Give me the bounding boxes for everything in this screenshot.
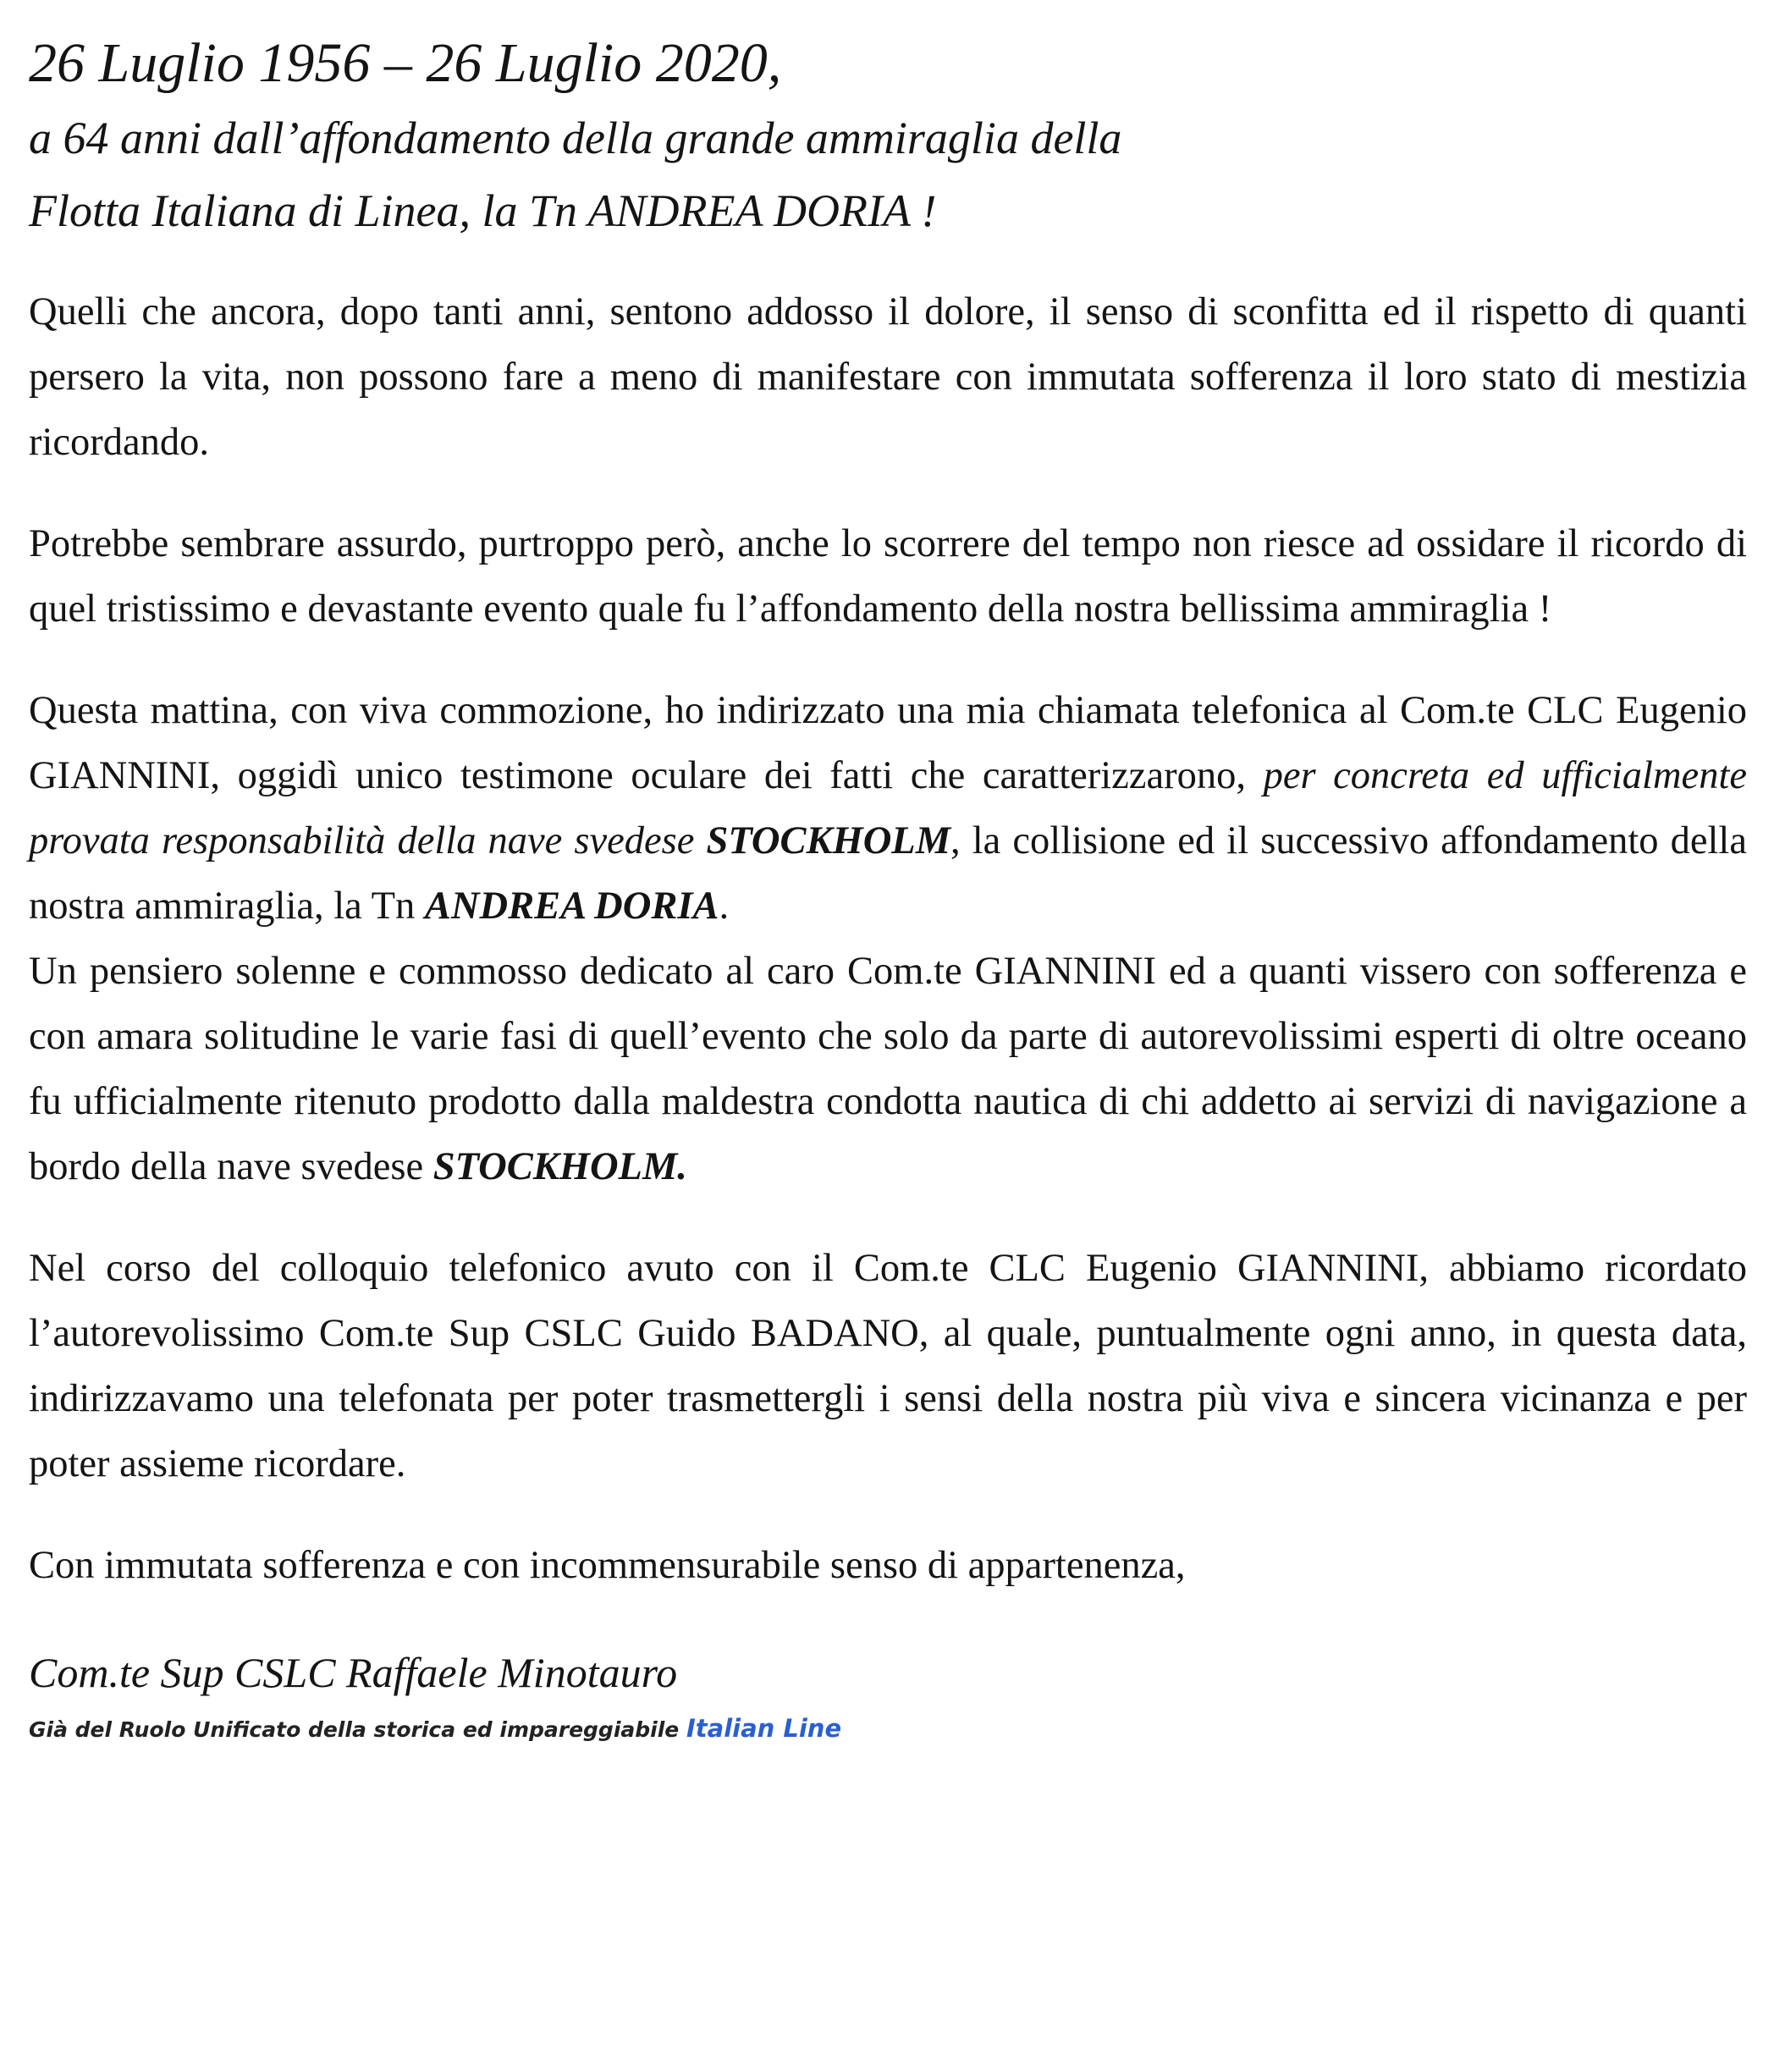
letter-page bbox=[29, 25, 1747, 1750]
paragraph-1: Quelli che ancora, dopo tanti anni, sentono addosso il dolore, il senso di sconfitta ed il rispetto di quanti persero la vita, non possono fare a meno di manifestare con immutata sofferenza il loro stato di mestizia ricordando. bbox=[29, 290, 1747, 464]
paragraph-3 bbox=[29, 678, 1747, 939]
ship-name-stockholm: STOCKHOLM bbox=[706, 819, 951, 862]
letter-title bbox=[29, 25, 1747, 247]
paragraph-4-text: Un pensiero solenne e commosso dedicato al caro Com.te GIANNINI ed a quanti vissero con sofferenza e con amara solitudine le varie fasi di quell’evento che solo da parte di autorevolissimi esperti di oltre oceano fu ufficialmente ritenuto prodotto dalla maldestra condotta nautica di chi addetto ai servizi di navigazione a bordo della nave svedese bbox=[29, 950, 1747, 1188]
ship-name-stockholm-2: STOCKHOLM. bbox=[432, 1145, 687, 1188]
signature-footnote bbox=[29, 1708, 1747, 1750]
paragraph-5: Nel corso del colloquio telefonico avuto con il Com.te CLC Eugenio GIANNINI, abbiamo ricordato l’autorevolissimo Com.te Sup CSLC Guido BADANO, al quale, puntualmente ogni anno, in questa data, indirizzavamo una telefonata per poter trasmettergli i sensi della nostra più viva e sincera vicinanza e per poter assieme ricordare. bbox=[29, 1247, 1747, 1485]
footnote-text: Già del Ruolo Unificato della storica ed impareggiabile bbox=[29, 1717, 686, 1742]
paragraph-2: Potrebbe sembrare assurdo, purtroppo però, anche lo scorrere del tempo non riesce ad ossidare il ricordo di quel tristissimo e devastante evento quale fu l’affondamento della nostra bellissima ammiraglia ! bbox=[29, 522, 1747, 631]
title-subtitle-line1: a 64 anni dall’affondamento della grande ammiraglia della bbox=[29, 113, 1122, 163]
paragraph-6: Con immutata sofferenza e con incommensurabile senso di appartenenza, bbox=[29, 1544, 1186, 1587]
signature: Com.te Sup CSLC Raffaele Minotauro bbox=[29, 1649, 678, 1696]
title-subtitle-line2: Flotta Italiana di Linea, la Tn ANDREA DORIA ! bbox=[29, 185, 937, 236]
paragraph-3-text-f: . bbox=[719, 884, 730, 928]
paragraph-3-text-d: , la collisione ed il successivo affondamento della nostra ammiraglia, la Tn bbox=[29, 819, 1747, 928]
brand-italian-line: Italian Line bbox=[686, 1714, 842, 1743]
ship-name-andrea-doria: ANDREA DORIA bbox=[424, 884, 719, 928]
paragraph-4 bbox=[29, 939, 1747, 1199]
paragraph-3-text-a: Questa mattina, con viva commozione, ho indirizzato una mia chiamata telefonica al Com.te CLC Eugenio GIANNINI, oggidì unico testimone oculare dei fatti che caratterizzarono, bbox=[29, 689, 1747, 797]
title-dates: 26 Luglio 1956 – 26 Luglio 2020, bbox=[29, 32, 782, 94]
paragraph-3-italic-clause: per concreta ed ufficialmente provata responsabilità della nave svedese bbox=[29, 754, 1747, 862]
